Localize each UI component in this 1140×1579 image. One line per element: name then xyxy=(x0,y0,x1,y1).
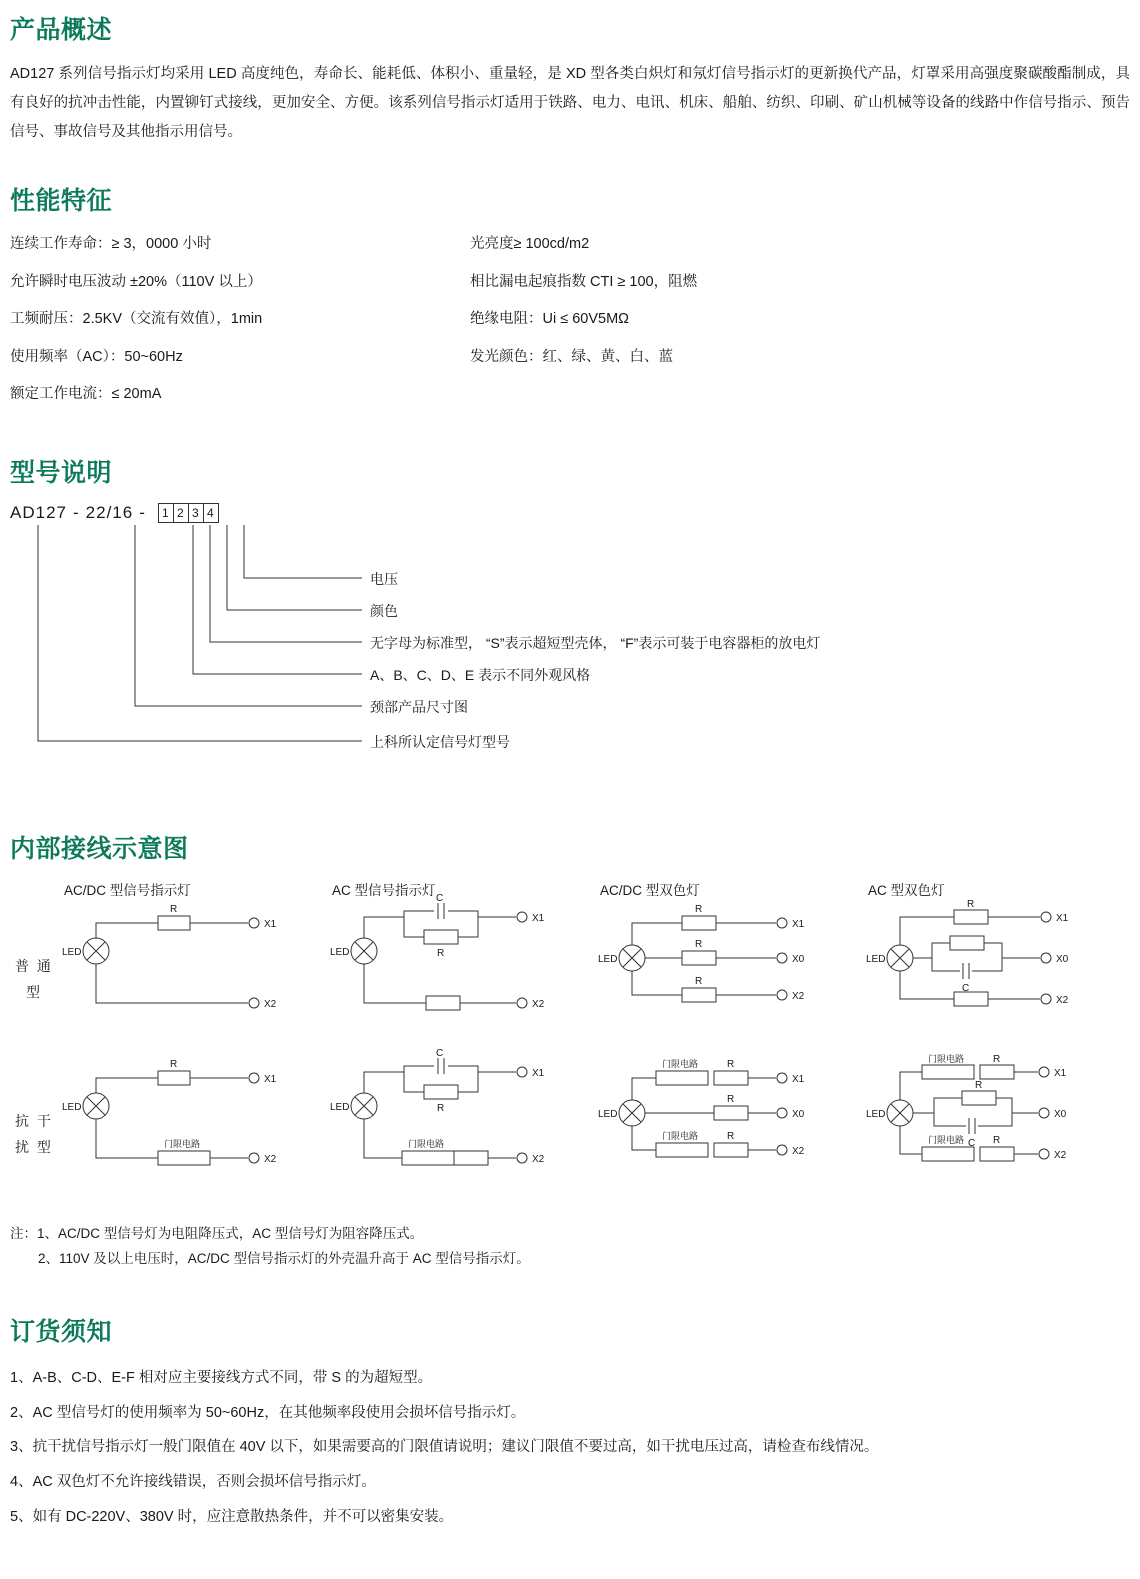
spec-right-3: 绝缘电阻：Ui ≤ 60V5MΩ xyxy=(470,311,629,328)
spec-left-5: 额定工作电流：≤ 20mA xyxy=(10,386,162,403)
svg-text:X2: X2 xyxy=(264,998,277,1010)
svg-text:R: R xyxy=(695,938,703,950)
svg-text:X1: X1 xyxy=(792,1073,805,1085)
wiring-row-2-label: 抗 干 扰 型 xyxy=(15,1113,53,1156)
wiring-diagram-ac-bicolor-standard xyxy=(862,898,1130,1058)
svg-text:门限电路: 门限电路 xyxy=(928,1053,965,1064)
overview-body: AD127 系列信号指示灯均采用 LED 高度纯色，寿命长、能耗低、体积小、重量轻，是 XD 型各类白炽灯和氖灯信号指示灯的更新换代产品，灯罩采用高强度聚碳酸酯制成，具有良好的抗冲击性能，内置铆钉式接线，更加安全、方便。该系列信号指示灯适用于铁路、电力、电讯、机床、船舶、纺织、印刷、矿山机械等设备的线路中作信号指示、预告信号、事故信号及其他指示用信号。 xyxy=(10,66,1130,140)
section-wiring xyxy=(10,829,1130,1272)
svg-text:C: C xyxy=(436,892,444,904)
svg-text:门限电路: 门限电路 xyxy=(662,1058,699,1069)
svg-text:R: R xyxy=(170,903,178,915)
svg-text:X2: X2 xyxy=(264,1153,277,1165)
model-label-6: 上科所认定信号灯型号 xyxy=(370,733,510,750)
svg-text:X0: X0 xyxy=(1054,1108,1067,1120)
overview-title: 产品概述 xyxy=(10,16,113,44)
svg-text:X1: X1 xyxy=(264,1073,277,1085)
section-overview xyxy=(10,10,1130,147)
ordering-title: 订货须知 xyxy=(10,1318,113,1347)
svg-text:X0: X0 xyxy=(1056,953,1069,965)
svg-text:R: R xyxy=(695,903,703,915)
svg-text:X1: X1 xyxy=(792,918,805,930)
wiring-diagram-acdc-bicolor-standard xyxy=(594,903,862,1058)
spec-right-4: 发光颜色：红、绿、黄、白、蓝 xyxy=(470,348,673,365)
svg-text:X2: X2 xyxy=(532,1153,545,1165)
model-code-prefix: AD127 xyxy=(10,502,67,522)
wiring-column-headers xyxy=(10,879,1130,899)
model-label-2: 颜色 xyxy=(370,602,398,619)
wiring-note-2: 2、110V 及以上电压时，AC/DC 型信号指示灯的外壳温升高于 AC 型信号指示灯。 xyxy=(38,1251,530,1267)
svg-text:X1: X1 xyxy=(1054,1067,1067,1079)
svg-text:C: C xyxy=(436,1047,444,1059)
model-diagram xyxy=(10,503,1130,803)
svg-text:X1: X1 xyxy=(532,1067,545,1079)
svg-text:门限电路: 门限电路 xyxy=(164,1138,201,1149)
svg-text:LED: LED xyxy=(62,946,82,958)
wiring-title: 内部接线示意图 xyxy=(10,834,189,863)
model-box-3: 3 xyxy=(188,503,204,523)
svg-text:R: R xyxy=(967,898,975,910)
svg-text:C: C xyxy=(968,1137,976,1149)
svg-text:LED: LED xyxy=(866,953,886,965)
svg-text:X0: X0 xyxy=(792,953,805,965)
spec-left-2: 允许瞬时电压波动 ±20%（110V 以上） xyxy=(10,273,262,290)
section-model xyxy=(10,453,1130,803)
svg-text:X2: X2 xyxy=(792,1145,805,1157)
spec-right-2: 相比漏电起痕指数 CTI ≥ 100，阻燃 xyxy=(470,273,698,290)
svg-text:R: R xyxy=(437,947,445,959)
wiring-col-1-label: AC/DC 型信号指示灯 xyxy=(64,882,191,898)
model-label-3: 无字母为标准型， “S”表示超短型壳体， “F”表示可装于电容器柜的放电灯 xyxy=(370,634,821,651)
svg-text:R: R xyxy=(727,1058,735,1070)
svg-text:LED: LED xyxy=(598,953,618,965)
wiring-row-antiinterference xyxy=(10,1047,1130,1213)
wiring-col-3-label: AC/DC 型双色灯 xyxy=(600,882,700,898)
model-box-1: 1 xyxy=(158,503,174,523)
model-code-mid: 22/16 xyxy=(85,502,134,522)
wiring-diagram-acdc-anti xyxy=(58,1058,326,1213)
svg-text:R: R xyxy=(727,1130,735,1142)
wiring-note-1: 注：1、AC/DC 型信号灯为电阻降压式，AC 型信号灯为阻容降压式。 xyxy=(10,1225,424,1241)
performance-title: 性能特征 xyxy=(10,187,113,215)
wiring-col-2-label: AC 型信号指示灯 xyxy=(332,882,436,898)
svg-text:X2: X2 xyxy=(1054,1149,1067,1161)
svg-text:R: R xyxy=(727,1093,735,1105)
ordering-item-2: 2、AC 型信号灯的使用频率为 50~60Hz，在其他频率段使用会损坏信号指示灯。 xyxy=(10,1404,526,1421)
model-box-4: 4 xyxy=(203,503,219,523)
spec-left-3: 工频耐压：2.5KV（交流有效值），1min xyxy=(10,311,263,328)
svg-text:C: C xyxy=(962,982,970,994)
wiring-diagram-ac-standard xyxy=(326,892,594,1058)
svg-text:X2: X2 xyxy=(532,998,545,1010)
ordering-item-5: 5、如有 DC-220V、380V 时，应注意散热条件，并不可以密集安装。 xyxy=(10,1508,454,1525)
model-leader-lines xyxy=(10,503,410,783)
ordering-item-4: 4、AC 双色灯不允许接线错误，否则会损坏信号指示灯。 xyxy=(10,1473,376,1490)
svg-text:门限电路: 门限电路 xyxy=(928,1134,965,1145)
spec-left-4: 使用频率（AC）：50~60Hz xyxy=(10,348,183,365)
performance-spec-grid xyxy=(10,231,1130,409)
svg-text:LED: LED xyxy=(866,1108,886,1120)
svg-text:X0: X0 xyxy=(792,1108,805,1120)
svg-text:R: R xyxy=(437,1102,445,1114)
svg-text:LED: LED xyxy=(62,1101,82,1113)
model-label-4: A、B、C、D、E 表示不同外观风格 xyxy=(370,666,591,683)
ordering-item-1: 1、A-B、C-D、E-F 相对应主要接线方式不同，带 S 的为超短型。 xyxy=(10,1370,433,1387)
ordering-list xyxy=(10,1362,1130,1533)
model-label-1: 电压 xyxy=(370,570,398,587)
section-performance xyxy=(10,181,1130,409)
wiring-head-spacer xyxy=(10,879,58,899)
svg-text:R: R xyxy=(695,975,703,987)
wiring-col-4-label: AC 型双色灯 xyxy=(868,882,945,898)
wiring-row-standard xyxy=(10,892,1130,1058)
svg-text:X2: X2 xyxy=(1056,994,1069,1006)
svg-text:X1: X1 xyxy=(1056,912,1069,924)
svg-text:X1: X1 xyxy=(532,912,545,924)
svg-text:X2: X2 xyxy=(792,990,805,1002)
model-label-5: 颈部产品尺寸图 xyxy=(370,698,468,715)
model-title: 型号说明 xyxy=(10,458,113,487)
wiring-diagram-acdc-bicolor-anti xyxy=(594,1058,862,1213)
wiring-row-1-label: 普 通 型 xyxy=(15,958,53,1001)
spec-left-1: 连续工作寿命：≥ 3，0000 小时 xyxy=(10,236,212,252)
spec-right-1: 光亮度≥ 100cd/m2 xyxy=(470,236,590,252)
svg-text:LED: LED xyxy=(598,1108,618,1120)
svg-text:LED: LED xyxy=(330,1101,350,1113)
spec-right-5 xyxy=(470,381,1130,409)
svg-text:X1: X1 xyxy=(264,918,277,930)
model-code-dash-1: - xyxy=(72,502,80,522)
svg-text:LED: LED xyxy=(330,946,350,958)
svg-text:R: R xyxy=(993,1053,1001,1065)
svg-text:R: R xyxy=(975,1079,983,1091)
wiring-diagram-acdc-standard xyxy=(58,903,326,1058)
svg-text:门限电路: 门限电路 xyxy=(408,1138,445,1149)
wiring-diagram-ac-anti xyxy=(326,1047,594,1213)
section-ordering xyxy=(10,1312,1130,1533)
svg-text:门限电路: 门限电路 xyxy=(662,1130,699,1141)
wiring-diagram-ac-bicolor-anti xyxy=(862,1053,1130,1213)
ordering-item-3: 3、抗干扰信号指示灯一般门限值在 40V 以下，如果需要高的门限值请说明；建议门限值不要过高，如干扰电压过高，请检查布线情况。 xyxy=(10,1439,879,1456)
svg-text:R: R xyxy=(170,1058,178,1070)
wiring-notes xyxy=(10,1221,1130,1272)
svg-text:R: R xyxy=(993,1134,1001,1146)
model-code-dash-2: - xyxy=(139,502,146,522)
model-box-2: 2 xyxy=(173,503,189,523)
